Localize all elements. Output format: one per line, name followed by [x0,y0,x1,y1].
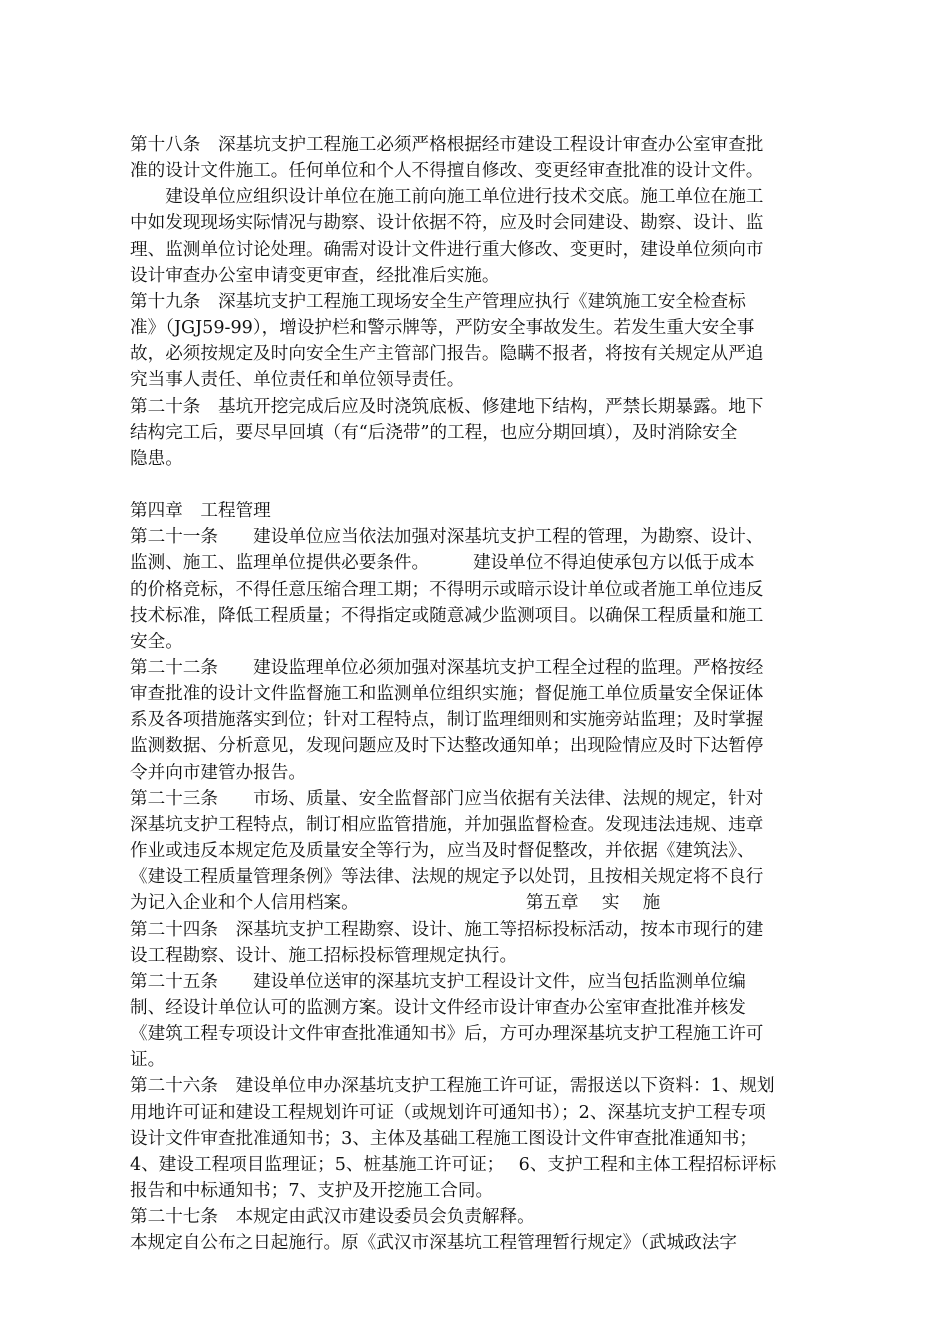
document-line: 为记入企业和个人信用档案。 第五章 实 施 [130,893,661,914]
document-line: 深基坑支护工程特点，制订相应监管措施，并加强监督检查。发现违法违规、违章 [130,814,764,835]
document-line: 系及各项措施落实到位；针对工程特点，制订监理细则和实施旁站监理；及时掌握 [130,710,764,731]
document-line: 审查批准的设计文件监督施工和监测单位组织实施；督促施工单位质量安全保证体 [130,684,764,705]
document-line: 第二十六条 建设单位申办深基坑支护工程施工许可证，需报送以下资料：1、规划 [130,1076,775,1097]
document-line: 4、建设工程项目监理证；5、桩基施工许可证； 6、支护工程和主体工程招标评标 [130,1154,777,1175]
document-line: 制、经设计单位认可的监测方案。设计文件经市设计审查办公室审查批准并核发 [130,997,746,1018]
document-line: 第二十七条 本规定由武汉市建设委员会负责解释。 [130,1207,535,1228]
document-line: 第二十五条 建设单位送审的深基坑支护工程设计文件，应当包括监测单位编 [130,971,746,992]
document-line: 理、监测单位讨论处理。确需对设计文件进行重大修改、变更时，建设单位须向市 [130,239,764,260]
document-line: 报告和中标通知书；7、支护及开挖施工合同。 [130,1181,494,1201]
document-line: 第十八条 深基坑支护工程施工必须严格根据经市建设工程设计审查办公室审查批 [130,135,764,155]
document-line: 隐患。 [130,448,183,469]
document-line [130,472,830,498]
document-line: 准的设计文件施工。任何单位和个人不得擅自修改、变更经审查批准的设计文件。 [130,161,764,182]
document-line: 的价格竞标，不得任意压缩合理工期；不得明示或暗示设计单位或者施工单位违反 [130,579,764,600]
document-line: 证。 [130,1050,166,1071]
document-line: 令并向市建管办报告。 [130,762,306,783]
document-line: 第二十二条 建设监理单位必须加强对深基坑支护工程全过程的监理。严格按经 [130,658,764,678]
document-line: 《建设工程质量管理条例》等法律、法规的规定予以处罚，且按相关规定将不良行 [130,867,764,888]
document-line: 第二十四条 深基坑支护工程勘察、设计、施工等招标投标活动，按本市现行的建 [130,919,764,940]
document-line: 用地许可证和建设工程规划许可证（或规划许可通知书）；2、深基坑支护工程专项 [130,1102,766,1123]
document-line: 技术标准，降低工程质量；不得指定或随意减少监测项目。以确保工程质量和施工 [130,605,764,626]
document-line: 《建筑工程专项设计文件审查批准通知书》后，方可办理深基坑支护工程施工许可 [130,1024,764,1045]
document-line: 故，必须按规定及时向安全生产主管部门报告。隐瞒不报者，将按有关规定从严追 [130,344,764,365]
document-line: 安全。 [130,631,183,652]
document-line: 第二十一条 建设单位应当依法加强对深基坑支护工程的管理，为勘察、设计、 [130,527,764,548]
document-line: 第十九条 深基坑支护工程施工现场安全生产管理应执行《建筑施工安全检查标 [130,291,746,312]
document-line: 中如发现现场实际情况与勘察、设计依据不符，应及时会同建设、勘察、设计、监 [130,213,764,234]
document-line: 监测数据、分析意见，发现问题应及时下达整改通知单；出现险情应及时下达暂停 [130,736,764,757]
document-line: 准》（JGJ59-99），增设护栏和警示牌等，严防安全事故发生。若发生重大安全事 [130,318,755,339]
document-line: 设计文件审查批准通知书；3、主体及基础工程施工图设计文件审查批准通知书； [130,1128,757,1149]
document-line: 第二十三条 市场、质量、安全监督部门应当依据有关法律、法规的规定，针对 [130,788,764,809]
document-line: 设工程勘察、设计、施工招标投标管理规定执行。 [130,945,518,966]
document-line: 作业或违反本规定危及质量安全等行为，应当及时督促整改，并依据《建筑法》、 [130,841,755,862]
document-line: 第四章 工程管理 [130,501,271,522]
document-line: 第二十条 基坑开挖完成后应及时浇筑底板、修建地下结构，严禁长期暴露。地下 [130,396,764,417]
document-line: 建设单位应组织设计单位在施工前向施工单位进行技术交底。施工单位在施工 [130,187,764,208]
document-line: 本规定自公布之日起施行。原《武汉市深基坑工程管理暂行规定》（武城政法字 [130,1233,737,1254]
document-line: 究当事人责任、单位责任和单位领导责任。 [130,370,465,391]
document-line: 结构完工后，要尽早回填（有“后浇带”的工程，也应分期回填），及时消除安全 [130,422,738,443]
document-line: 监测、施工、监理单位提供必要条件。 建设单位不得迫使承包方以低于成本 [130,553,755,574]
document-line: 设计审查办公室申请变更审查，经批准后实施。 [130,265,500,286]
